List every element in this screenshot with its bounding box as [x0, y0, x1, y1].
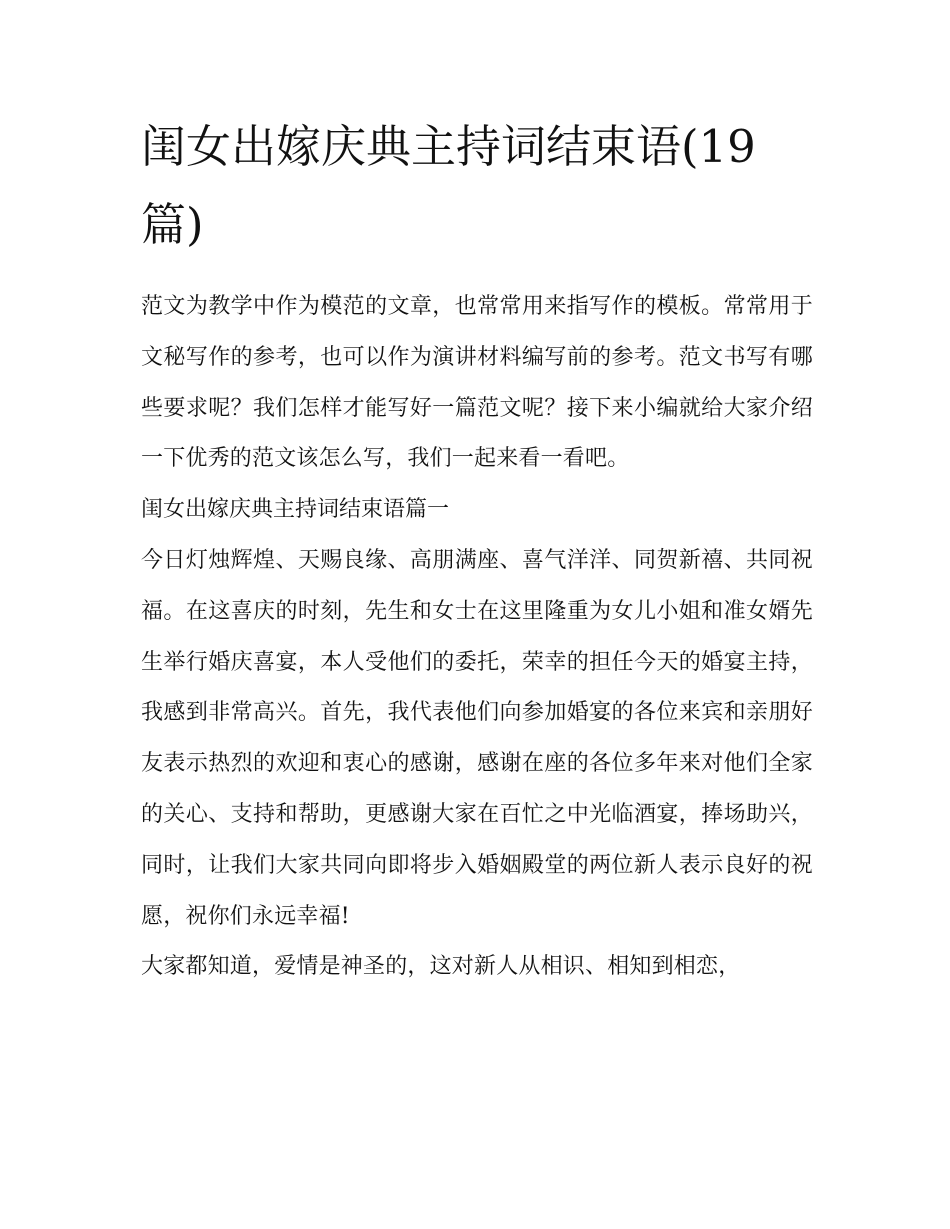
title-spacer: [141, 264, 813, 282]
document-content: [141, 108, 813, 993]
section-1-paragraph-2: 大家都知道，爱情是神圣的，这对新人从相识、相知到相恋，: [141, 954, 741, 980]
intro-paragraph: 范文为教学中作为模范的文章，也常常用来指写作的模板。常常用于文秘写作的参考，也可以作为演讲材料编写前的参考。范文书写有哪些要求呢？我们怎样才能写好一篇范文呢？接下来小编就给大家介绍一下优秀的范文该怎么写，我们一起来看一看吧。: [141, 294, 813, 472]
section-1-paragraph: 今日灯烛辉煌、天赐良缘、高朋满座、喜气洋洋、同贺新禧、共同祝福。在这喜庆的时刻，先生和女士在这里隆重为女儿小姐和准女婿先生举行婚庆喜宴，本人受他们的委托，荣幸的担任今天的婚宴主持，我感到非常高兴。首先，我代表他们向参加婚宴的各位来宾和亲朋好友表示热烈的欢迎和衷心的感谢，感谢在座的各位多年来对他们全家的关心、支持和帮助，更感谢大家在百忙之中光临酒宴，捧场助兴，同时，让我们大家共同向即将步入婚姻殿堂的两位新人表示良好的祝愿，祝你们永远幸福!: [141, 547, 813, 929]
document-title: 闺女出嫁庆典主持词结束语(19篇): [141, 120, 756, 251]
section-heading-1: 闺女出嫁庆典主持词结束语篇一: [141, 497, 450, 523]
